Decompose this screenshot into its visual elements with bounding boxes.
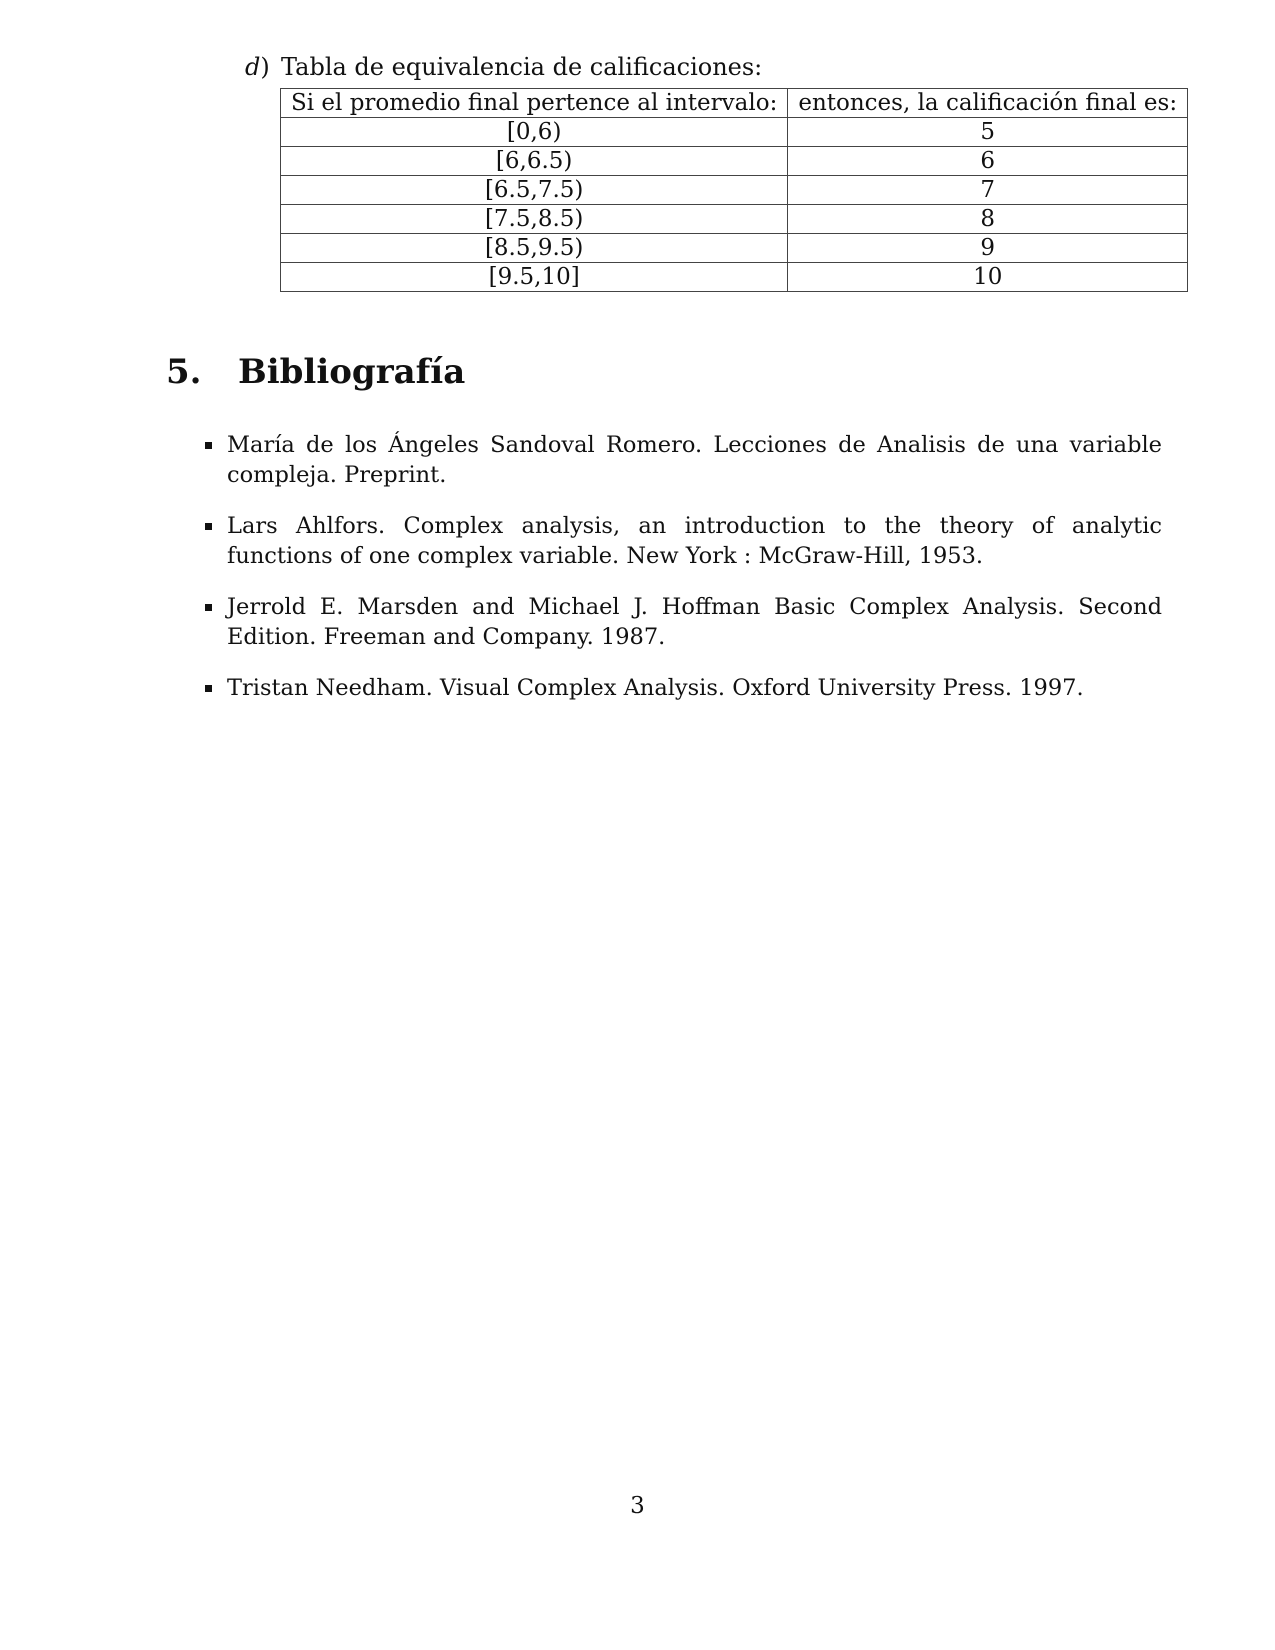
section-title: Bibliografía [238, 352, 466, 392]
bibliography-entry: Lars Ahlfors. Complex analysis, an introduction to the theory of analytic functions of one complex variable. New York : McGraw-Hill, 1953. [227, 513, 1162, 569]
square-bullet-icon [205, 442, 212, 449]
table-cell-grade: 9 [788, 234, 1188, 263]
list-item-d [245, 52, 762, 82]
table-cell-grade: 10 [788, 263, 1188, 292]
square-bullet-icon [205, 604, 212, 611]
table-cell-interval: [8.5,9.5) [281, 234, 788, 263]
table-cell-grade: 5 [788, 118, 1188, 147]
table-row [281, 147, 1188, 176]
table-row [281, 234, 1188, 263]
table-header-interval: Si el promedio final pertence al intervalo: [281, 89, 788, 118]
bibliography-entry: María de los Ángeles Sandoval Romero. Lecciones de Analisis de una variable compleja. Preprint. [227, 432, 1162, 488]
table-row [281, 118, 1188, 147]
table-cell-interval: [6,6.5) [281, 147, 788, 176]
section-heading [166, 352, 465, 392]
page-number: 3 [630, 1493, 645, 1519]
bibliography-entry: Tristan Needham. Visual Complex Analysis. Oxford University Press. 1997. [227, 675, 1084, 701]
list-item [227, 673, 1162, 703]
table-cell-grade: 6 [788, 147, 1188, 176]
list-item [227, 430, 1162, 490]
bibliography-list [227, 430, 1162, 724]
table-row [281, 263, 1188, 292]
table-cell-grade: 8 [788, 205, 1188, 234]
table-header-row [281, 89, 1188, 118]
table-cell-interval: [0,6) [281, 118, 788, 147]
list-item [227, 592, 1162, 652]
table-cell-interval: [6.5,7.5) [281, 176, 788, 205]
item-d-text: Tabla de equivalencia de calificaciones: [281, 53, 763, 81]
grades-equivalence-table [280, 88, 1188, 292]
bibliography-entry: Jerrold E. Marsden and Michael J. Hoffman Basic Complex Analysis. Second Edition. Freeman and Company. 1987. [227, 594, 1162, 650]
table-header-grade: entonces, la calificación final es: [788, 89, 1188, 118]
list-item [227, 511, 1162, 571]
section-number: 5. [166, 352, 202, 392]
table-cell-interval: [9.5,10] [281, 263, 788, 292]
table-row [281, 205, 1188, 234]
square-bullet-icon [205, 523, 212, 530]
square-bullet-icon [205, 685, 212, 692]
table-cell-interval: [7.5,8.5) [281, 205, 788, 234]
table-row [281, 176, 1188, 205]
item-marker: d) [245, 53, 270, 81]
table-cell-grade: 7 [788, 176, 1188, 205]
